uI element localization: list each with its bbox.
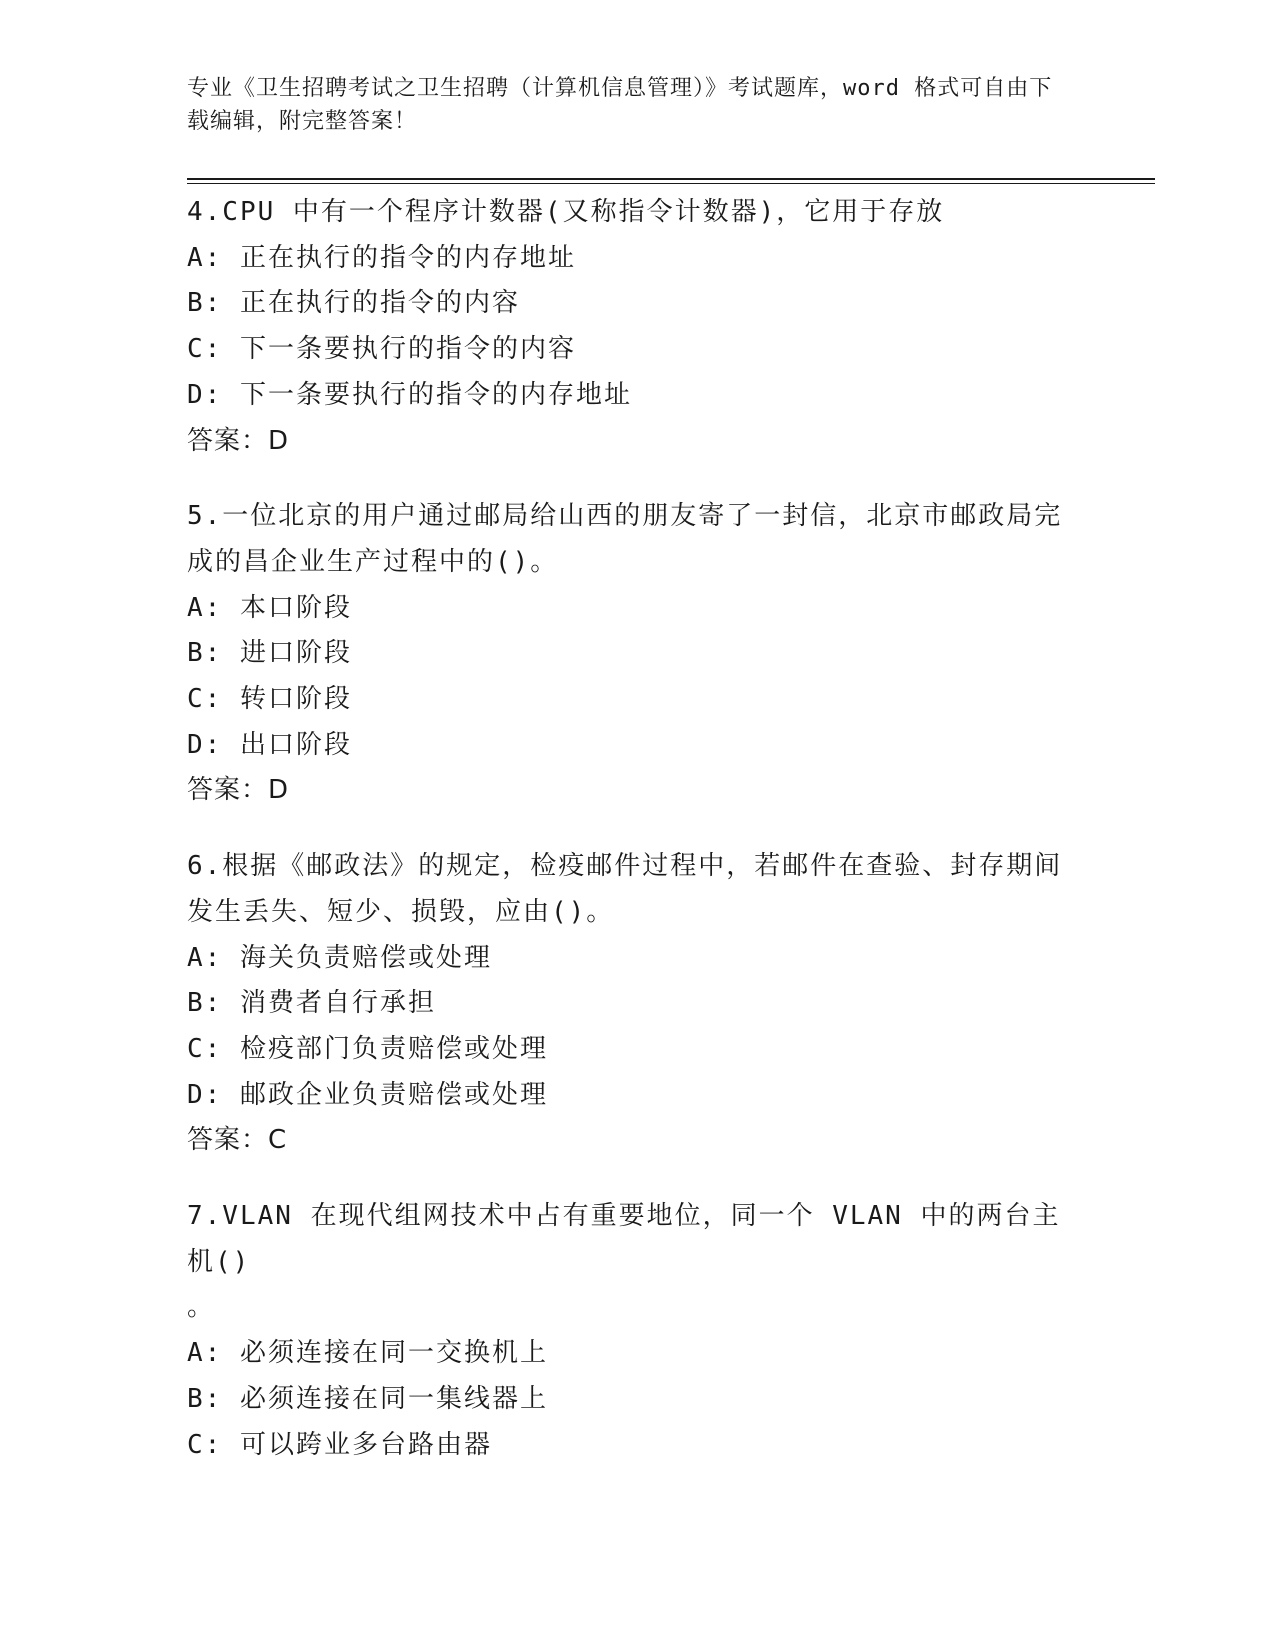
- header-divider-thick: [187, 178, 1155, 180]
- question-stem: 4.CPU 中有一个程序计数器(又称指令计数器)，它用于存放: [187, 197, 945, 227]
- option-a: A: 正在执行的指令的内存地址: [187, 242, 576, 273]
- option-a: A: 海关负责赔偿或处理: [187, 942, 492, 973]
- option-c: C: 检疫部门负责赔偿或处理: [187, 1033, 548, 1064]
- answer-line: 答案：C: [187, 1125, 288, 1156]
- question-stem: 5.一位北京的用户通过邮局给山西的朋友寄了一封信，北京市邮政局完成的昌企业生产过程中的()。: [187, 501, 1063, 577]
- question-list: [187, 190, 1087, 1498]
- option-d: D: 下一条要执行的指令的内存地址: [187, 379, 632, 410]
- option-b: B: 消费者自行承担: [187, 988, 436, 1019]
- question-4: [187, 190, 1087, 464]
- answer-line: 答案：D: [187, 425, 290, 456]
- question-6: [187, 844, 1087, 1164]
- option-c: C: 转口阶段: [187, 684, 352, 715]
- option-b: B: 正在执行的指令的内容: [187, 288, 520, 319]
- question-7: [187, 1194, 1087, 1468]
- option-b: B: 必须连接在同一集线器上: [187, 1383, 548, 1414]
- option-c: C: 下一条要执行的指令的内容: [187, 334, 576, 365]
- question-stem: 7.VLAN 在现代组网技术中占有重要地位，同一个 VLAN 中的两台主机() 。: [187, 1201, 1061, 1323]
- option-b: B: 进口阶段: [187, 638, 352, 669]
- answer-line: 答案：D: [187, 775, 290, 806]
- question-stem: 6.根据《邮政法》的规定，检疫邮件过程中，若邮件在查验、封存期间发生丢失、短少、损毁，应由()。: [187, 851, 1063, 927]
- document-header: 专业《卫生招聘考试之卫生招聘（计算机信息管理）》考试题库，word 格式可自由下载编辑，附完整答案！: [187, 76, 1053, 134]
- option-a: A: 必须连接在同一交换机上: [187, 1338, 548, 1369]
- header-divider-thin: [187, 183, 1155, 184]
- option-c: C: 可以跨业多台路由器: [187, 1429, 492, 1460]
- option-a: A: 本口阶段: [187, 592, 352, 623]
- option-d: D: 邮政企业负责赔偿或处理: [187, 1079, 548, 1110]
- option-d: D: 出口阶段: [187, 729, 352, 760]
- question-5: [187, 494, 1087, 814]
